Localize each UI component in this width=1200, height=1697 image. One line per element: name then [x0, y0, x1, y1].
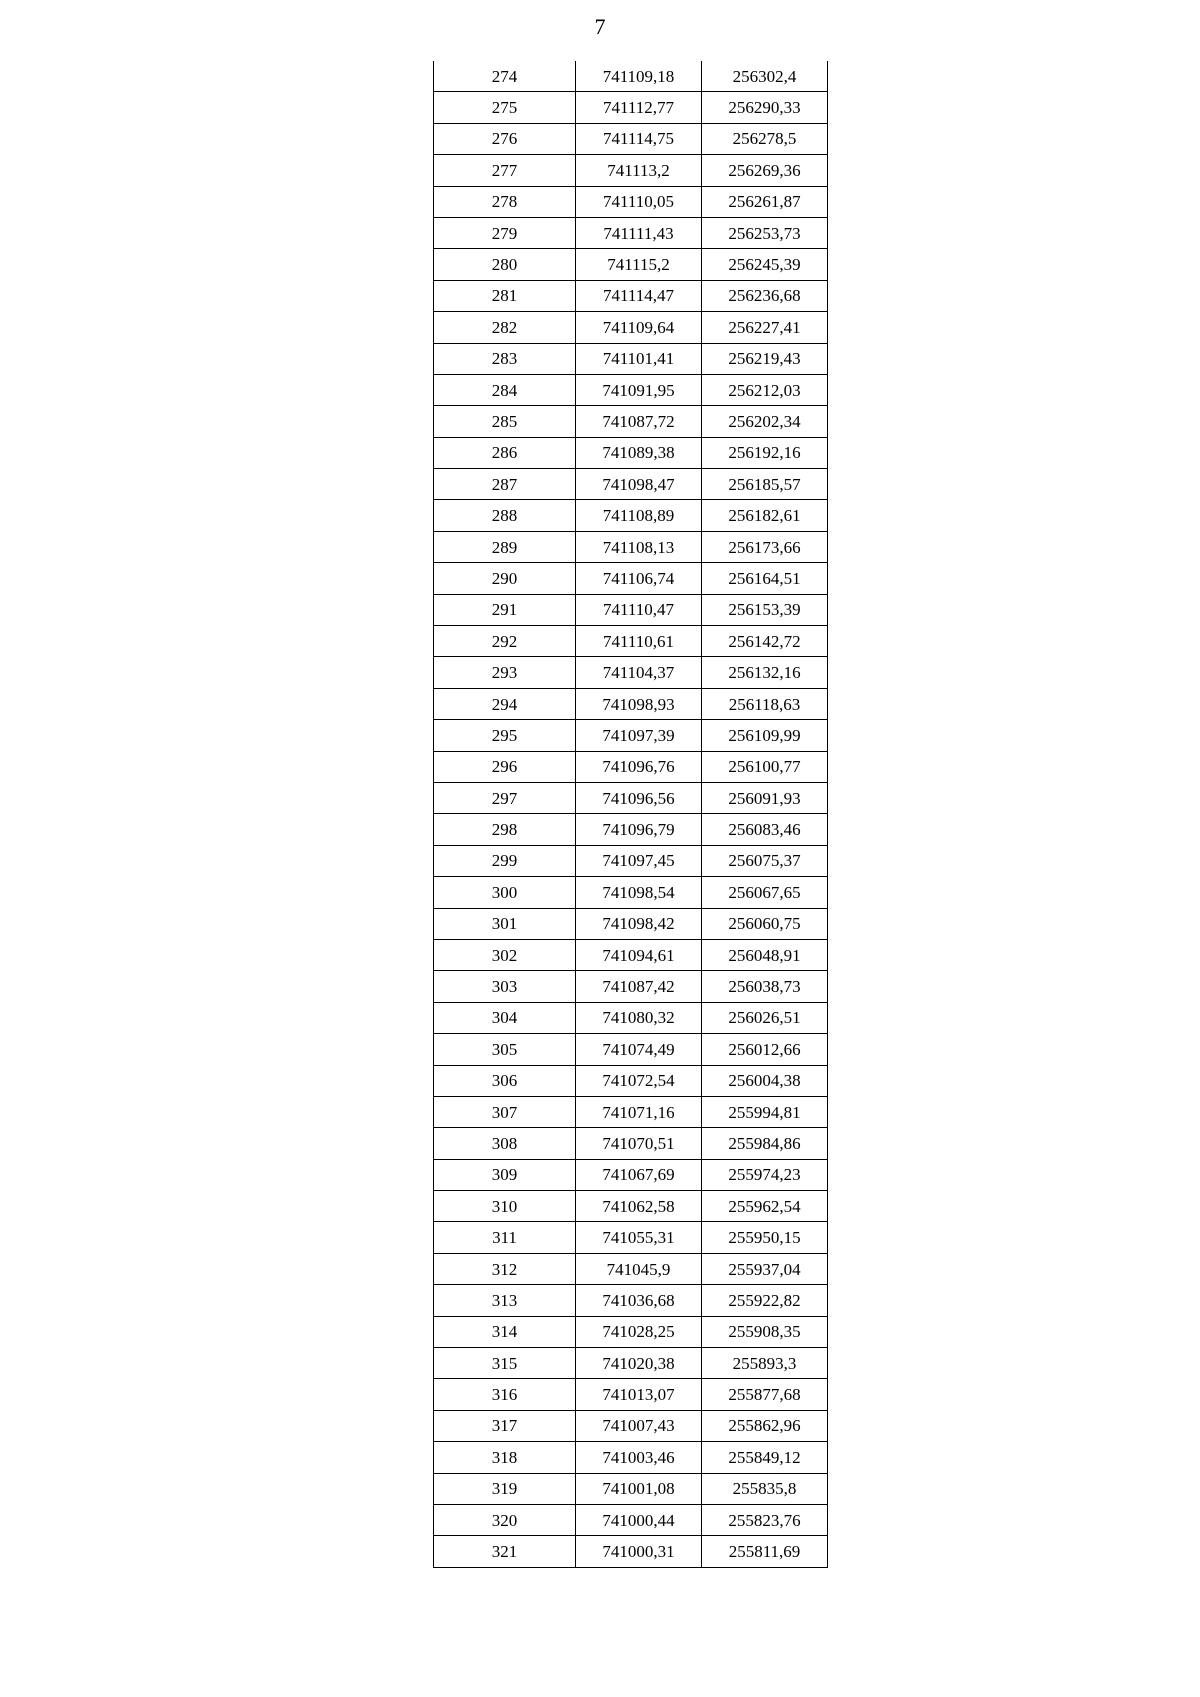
y-coordinate-cell: 255835,8 [702, 1473, 828, 1504]
x-coordinate-cell: 741108,13 [576, 531, 702, 562]
point-number-cell: 317 [434, 1410, 576, 1441]
point-number-cell: 300 [434, 877, 576, 908]
x-coordinate-cell: 741111,43 [576, 217, 702, 248]
y-coordinate-cell: 256038,73 [702, 971, 828, 1002]
point-number-cell: 281 [434, 280, 576, 311]
point-number-cell: 283 [434, 343, 576, 374]
point-number-cell: 292 [434, 626, 576, 657]
table-row [434, 437, 828, 468]
x-coordinate-cell: 741097,39 [576, 720, 702, 751]
table-row [434, 626, 828, 657]
x-coordinate-cell: 741045,9 [576, 1253, 702, 1284]
x-coordinate-cell: 741115,2 [576, 249, 702, 280]
y-coordinate-cell: 256153,39 [702, 594, 828, 625]
y-coordinate-cell: 256026,51 [702, 1002, 828, 1033]
point-number-cell: 304 [434, 1002, 576, 1033]
table-row [434, 1536, 828, 1567]
x-coordinate-cell: 741062,58 [576, 1191, 702, 1222]
point-number-cell: 275 [434, 92, 576, 123]
y-coordinate-cell: 256269,36 [702, 155, 828, 186]
y-coordinate-cell: 256067,65 [702, 877, 828, 908]
table-row [434, 1002, 828, 1033]
y-coordinate-cell: 255893,3 [702, 1348, 828, 1379]
table-row [434, 92, 828, 123]
point-number-cell: 302 [434, 939, 576, 970]
table-row [434, 563, 828, 594]
point-number-cell: 319 [434, 1473, 576, 1504]
point-number-cell: 279 [434, 217, 576, 248]
y-coordinate-cell: 256109,99 [702, 720, 828, 751]
point-number-cell: 308 [434, 1128, 576, 1159]
y-coordinate-cell: 256075,37 [702, 845, 828, 876]
x-coordinate-cell: 741013,07 [576, 1379, 702, 1410]
table-row [434, 186, 828, 217]
x-coordinate-cell: 741091,95 [576, 374, 702, 405]
table-row [434, 688, 828, 719]
x-coordinate-cell: 741036,68 [576, 1285, 702, 1316]
x-coordinate-cell: 741074,49 [576, 1034, 702, 1065]
table-row [434, 280, 828, 311]
y-coordinate-cell: 256173,66 [702, 531, 828, 562]
x-coordinate-cell: 741098,42 [576, 908, 702, 939]
x-coordinate-cell: 741110,47 [576, 594, 702, 625]
table-row [434, 782, 828, 813]
x-coordinate-cell: 741055,31 [576, 1222, 702, 1253]
y-coordinate-cell: 256219,43 [702, 343, 828, 374]
coordinates-table-body [434, 61, 828, 1567]
x-coordinate-cell: 741096,56 [576, 782, 702, 813]
point-number-cell: 277 [434, 155, 576, 186]
x-coordinate-cell: 741071,16 [576, 1096, 702, 1127]
point-number-cell: 298 [434, 814, 576, 845]
y-coordinate-cell: 256060,75 [702, 908, 828, 939]
point-number-cell: 311 [434, 1222, 576, 1253]
x-coordinate-cell: 741114,75 [576, 123, 702, 154]
y-coordinate-cell: 255862,96 [702, 1410, 828, 1441]
x-coordinate-cell: 741108,89 [576, 500, 702, 531]
x-coordinate-cell: 741112,77 [576, 92, 702, 123]
table-row [434, 594, 828, 625]
table-row [434, 720, 828, 751]
table-row [434, 531, 828, 562]
table-row [434, 939, 828, 970]
point-number-cell: 303 [434, 971, 576, 1002]
x-coordinate-cell: 741080,32 [576, 1002, 702, 1033]
table-row [434, 406, 828, 437]
point-number-cell: 321 [434, 1536, 576, 1567]
coordinates-table [433, 61, 828, 1568]
y-coordinate-cell: 256091,93 [702, 782, 828, 813]
y-coordinate-cell: 256261,87 [702, 186, 828, 217]
y-coordinate-cell: 256290,33 [702, 92, 828, 123]
table-row [434, 1034, 828, 1065]
table-row [434, 1285, 828, 1316]
x-coordinate-cell: 741089,38 [576, 437, 702, 468]
table-row [434, 123, 828, 154]
x-coordinate-cell: 741098,47 [576, 469, 702, 500]
x-coordinate-cell: 741070,51 [576, 1128, 702, 1159]
point-number-cell: 306 [434, 1065, 576, 1096]
x-coordinate-cell: 741028,25 [576, 1316, 702, 1347]
y-coordinate-cell: 255877,68 [702, 1379, 828, 1410]
point-number-cell: 286 [434, 437, 576, 468]
x-coordinate-cell: 741096,76 [576, 751, 702, 782]
point-number-cell: 314 [434, 1316, 576, 1347]
y-coordinate-cell: 255823,76 [702, 1504, 828, 1535]
y-coordinate-cell: 256083,46 [702, 814, 828, 845]
y-coordinate-cell: 255950,15 [702, 1222, 828, 1253]
y-coordinate-cell: 256245,39 [702, 249, 828, 280]
table-row [434, 1410, 828, 1441]
point-number-cell: 301 [434, 908, 576, 939]
table-row [434, 1065, 828, 1096]
table-row [434, 814, 828, 845]
y-coordinate-cell: 256253,73 [702, 217, 828, 248]
point-number-cell: 287 [434, 469, 576, 500]
y-coordinate-cell: 255811,69 [702, 1536, 828, 1567]
y-coordinate-cell: 256227,41 [702, 312, 828, 343]
y-coordinate-cell: 256142,72 [702, 626, 828, 657]
table-row [434, 1128, 828, 1159]
y-coordinate-cell: 256118,63 [702, 688, 828, 719]
y-coordinate-cell: 256004,38 [702, 1065, 828, 1096]
table-row [434, 1379, 828, 1410]
x-coordinate-cell: 741001,08 [576, 1473, 702, 1504]
table-row [434, 61, 828, 92]
x-coordinate-cell: 741109,18 [576, 61, 702, 92]
table-row [434, 908, 828, 939]
y-coordinate-cell: 256012,66 [702, 1034, 828, 1065]
table-row [434, 374, 828, 405]
x-coordinate-cell: 741110,05 [576, 186, 702, 217]
y-coordinate-cell: 255974,23 [702, 1159, 828, 1190]
point-number-cell: 295 [434, 720, 576, 751]
point-number-cell: 280 [434, 249, 576, 280]
point-number-cell: 320 [434, 1504, 576, 1535]
table-row [434, 217, 828, 248]
table-row [434, 1159, 828, 1190]
point-number-cell: 282 [434, 312, 576, 343]
table-row [434, 1442, 828, 1473]
x-coordinate-cell: 741098,54 [576, 877, 702, 908]
y-coordinate-cell: 256185,57 [702, 469, 828, 500]
table-row [434, 1253, 828, 1284]
x-coordinate-cell: 741101,41 [576, 343, 702, 374]
point-number-cell: 309 [434, 1159, 576, 1190]
point-number-cell: 318 [434, 1442, 576, 1473]
point-number-cell: 315 [434, 1348, 576, 1379]
x-coordinate-cell: 741097,45 [576, 845, 702, 876]
point-number-cell: 307 [434, 1096, 576, 1127]
point-number-cell: 291 [434, 594, 576, 625]
point-number-cell: 294 [434, 688, 576, 719]
y-coordinate-cell: 255994,81 [702, 1096, 828, 1127]
point-number-cell: 276 [434, 123, 576, 154]
point-number-cell: 285 [434, 406, 576, 437]
point-number-cell: 290 [434, 563, 576, 594]
point-number-cell: 297 [434, 782, 576, 813]
x-coordinate-cell: 741007,43 [576, 1410, 702, 1441]
table-row [434, 1473, 828, 1504]
table-row [434, 469, 828, 500]
x-coordinate-cell: 741106,74 [576, 563, 702, 594]
y-coordinate-cell: 256236,68 [702, 280, 828, 311]
point-number-cell: 289 [434, 531, 576, 562]
y-coordinate-cell: 255984,86 [702, 1128, 828, 1159]
x-coordinate-cell: 741114,47 [576, 280, 702, 311]
y-coordinate-cell: 256302,4 [702, 61, 828, 92]
point-number-cell: 310 [434, 1191, 576, 1222]
page-number: 7 [594, 14, 606, 39]
x-coordinate-cell: 741113,2 [576, 155, 702, 186]
y-coordinate-cell: 256048,91 [702, 939, 828, 970]
table-row [434, 877, 828, 908]
x-coordinate-cell: 741087,42 [576, 971, 702, 1002]
point-number-cell: 312 [434, 1253, 576, 1284]
table-row [434, 971, 828, 1002]
point-number-cell: 293 [434, 657, 576, 688]
y-coordinate-cell: 256100,77 [702, 751, 828, 782]
y-coordinate-cell: 256164,51 [702, 563, 828, 594]
table-row [434, 1096, 828, 1127]
x-coordinate-cell: 741098,93 [576, 688, 702, 719]
x-coordinate-cell: 741072,54 [576, 1065, 702, 1096]
table-row [434, 343, 828, 374]
point-number-cell: 274 [434, 61, 576, 92]
table-row [434, 312, 828, 343]
x-coordinate-cell: 741104,37 [576, 657, 702, 688]
y-coordinate-cell: 256278,5 [702, 123, 828, 154]
x-coordinate-cell: 741096,79 [576, 814, 702, 845]
y-coordinate-cell: 256132,16 [702, 657, 828, 688]
table-row [434, 1348, 828, 1379]
table-row [434, 1191, 828, 1222]
point-number-cell: 305 [434, 1034, 576, 1065]
x-coordinate-cell: 741020,38 [576, 1348, 702, 1379]
table-row [434, 249, 828, 280]
x-coordinate-cell: 741003,46 [576, 1442, 702, 1473]
table-row [434, 500, 828, 531]
x-coordinate-cell: 741087,72 [576, 406, 702, 437]
y-coordinate-cell: 255962,54 [702, 1191, 828, 1222]
table-row [434, 1504, 828, 1535]
point-number-cell: 284 [434, 374, 576, 405]
table-row [434, 155, 828, 186]
y-coordinate-cell: 256202,34 [702, 406, 828, 437]
x-coordinate-cell: 741109,64 [576, 312, 702, 343]
x-coordinate-cell: 741000,31 [576, 1536, 702, 1567]
point-number-cell: 296 [434, 751, 576, 782]
y-coordinate-cell: 255922,82 [702, 1285, 828, 1316]
y-coordinate-cell: 256192,16 [702, 437, 828, 468]
table-row [434, 1316, 828, 1347]
point-number-cell: 288 [434, 500, 576, 531]
y-coordinate-cell: 256212,03 [702, 374, 828, 405]
x-coordinate-cell: 741000,44 [576, 1504, 702, 1535]
x-coordinate-cell: 741110,61 [576, 626, 702, 657]
y-coordinate-cell: 255849,12 [702, 1442, 828, 1473]
x-coordinate-cell: 741067,69 [576, 1159, 702, 1190]
table-row [434, 751, 828, 782]
y-coordinate-cell: 255937,04 [702, 1253, 828, 1284]
y-coordinate-cell: 255908,35 [702, 1316, 828, 1347]
point-number-cell: 299 [434, 845, 576, 876]
point-number-cell: 278 [434, 186, 576, 217]
point-number-cell: 316 [434, 1379, 576, 1410]
x-coordinate-cell: 741094,61 [576, 939, 702, 970]
table-row [434, 657, 828, 688]
table-row [434, 845, 828, 876]
y-coordinate-cell: 256182,61 [702, 500, 828, 531]
point-number-cell: 313 [434, 1285, 576, 1316]
table-row [434, 1222, 828, 1253]
